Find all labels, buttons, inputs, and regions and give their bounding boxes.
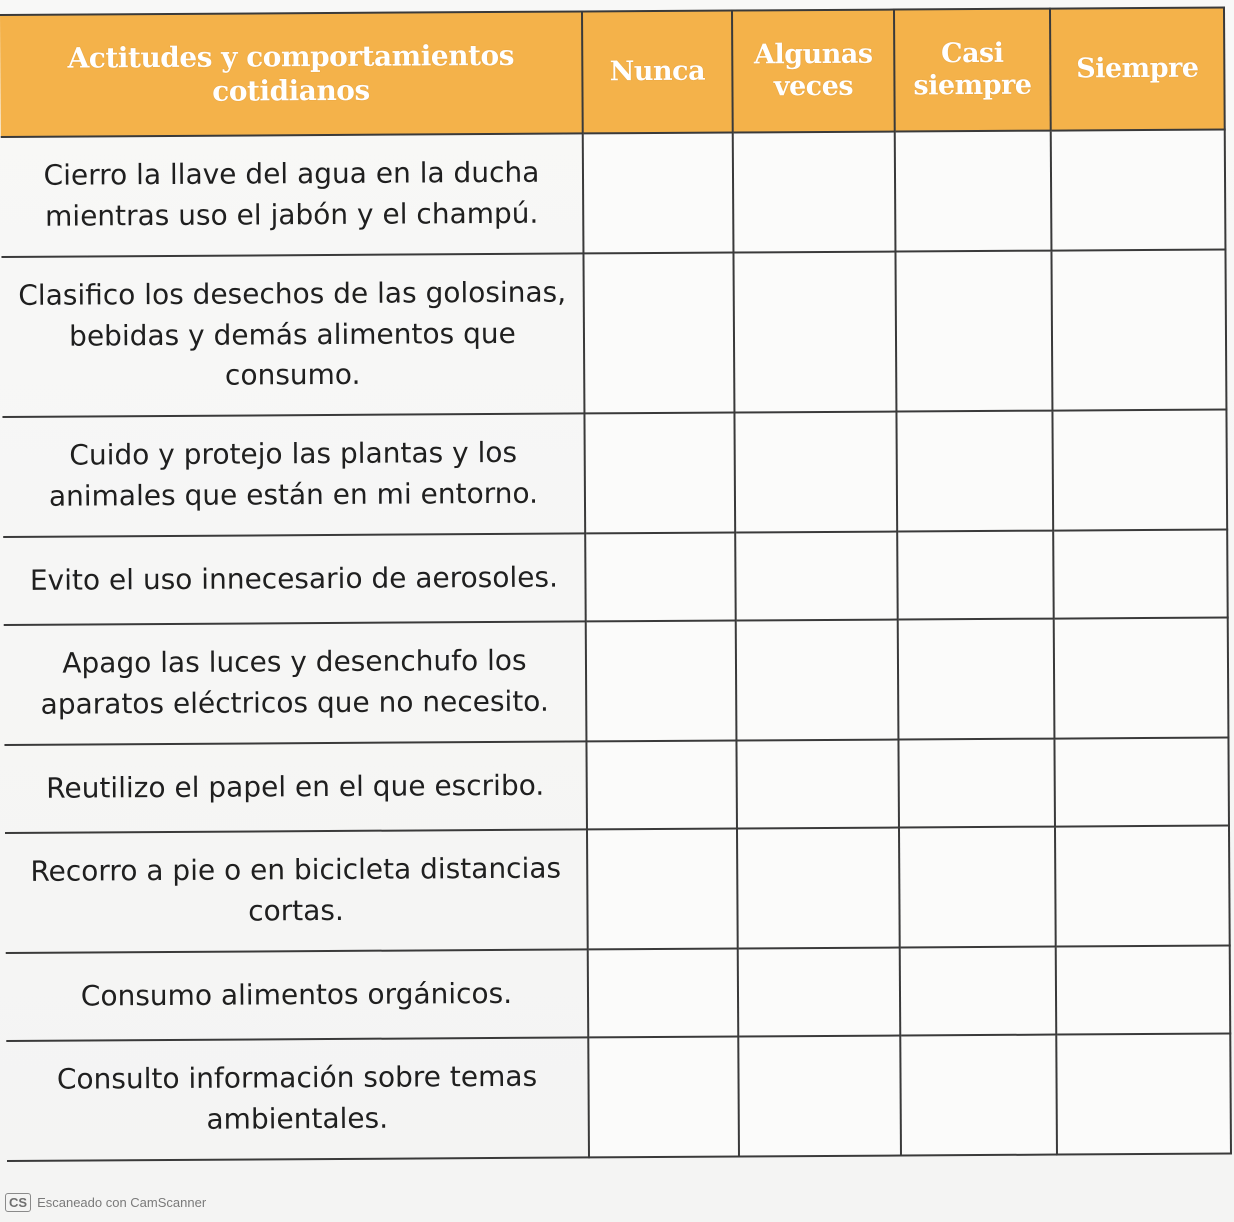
attitude-text: Cuido y protejo las plantas y los animales que están en mi entorno. xyxy=(2,413,585,537)
table-row xyxy=(1,130,1226,257)
table-row xyxy=(2,410,1227,537)
cell-almost-always[interactable] xyxy=(895,251,1052,412)
attitude-text: Apago las luces y desenchufo los aparatos eléctricos que no necesito. xyxy=(4,621,587,745)
cell-sometimes[interactable] xyxy=(733,132,896,253)
table-row xyxy=(1,250,1226,417)
cell-always[interactable] xyxy=(1055,826,1230,947)
cell-almost-always[interactable] xyxy=(895,131,1052,252)
cell-never[interactable] xyxy=(583,133,734,254)
cell-always[interactable] xyxy=(1053,530,1228,619)
cell-almost-always[interactable] xyxy=(899,827,1056,948)
header-always: Siempre xyxy=(1050,8,1225,131)
table-row xyxy=(4,618,1229,745)
cell-sometimes[interactable] xyxy=(738,948,901,1037)
cell-never[interactable] xyxy=(586,741,737,830)
cell-sometimes[interactable] xyxy=(734,412,897,533)
cell-sometimes[interactable] xyxy=(737,828,900,949)
cell-always[interactable] xyxy=(1056,946,1231,1035)
cell-always[interactable] xyxy=(1051,250,1226,411)
cell-almost-always[interactable] xyxy=(896,411,1053,532)
cell-almost-always[interactable] xyxy=(898,619,1055,740)
cell-never[interactable] xyxy=(587,829,738,950)
cell-sometimes[interactable] xyxy=(735,532,898,621)
cell-always[interactable] xyxy=(1054,618,1229,739)
table-header-row xyxy=(0,8,1225,137)
cell-never[interactable] xyxy=(586,621,737,742)
camscanner-logo-icon: CS xyxy=(5,1193,31,1212)
cell-sometimes[interactable] xyxy=(738,1036,901,1157)
watermark-text: Escaneado con CamScanner xyxy=(37,1195,207,1210)
attitude-text: Evito el uso innecesario de aerosoles. xyxy=(3,533,586,625)
cell-always[interactable] xyxy=(1051,130,1226,251)
cell-never[interactable] xyxy=(588,949,739,1038)
scanner-watermark xyxy=(5,1193,206,1212)
table-row xyxy=(3,530,1228,625)
header-almost-always: Casi siempre xyxy=(894,9,1051,132)
cell-almost-always[interactable] xyxy=(897,531,1054,620)
header-never: Nunca xyxy=(582,11,733,134)
attitude-text: Clasifico los desechos de las golosinas, bebidas y demás alimentos que consumo. xyxy=(1,253,584,417)
table-row xyxy=(4,738,1229,833)
attitude-text: Cierro la llave del agua en la ducha mientras uso el jabón y el champú. xyxy=(1,133,584,257)
cell-almost-always[interactable] xyxy=(900,1035,1057,1156)
attitudes-table xyxy=(0,7,1232,1162)
header-sometimes: Algunas veces xyxy=(732,10,895,133)
cell-always[interactable] xyxy=(1054,738,1229,827)
cell-always[interactable] xyxy=(1056,1034,1231,1155)
attitude-text: Consulto información sobre temas ambientales. xyxy=(6,1037,589,1161)
cell-always[interactable] xyxy=(1052,410,1227,531)
table-row xyxy=(6,1034,1231,1161)
attitude-text: Consumo alimentos orgánicos. xyxy=(6,949,589,1041)
header-attitudes: Actitudes y comportamientos cotidianos xyxy=(0,11,583,137)
cell-almost-always[interactable] xyxy=(900,947,1057,1036)
cell-almost-always[interactable] xyxy=(898,739,1055,828)
cell-sometimes[interactable] xyxy=(733,252,896,413)
cell-never[interactable] xyxy=(585,533,736,622)
cell-sometimes[interactable] xyxy=(736,620,899,741)
attitude-text: Reutilizo el papel en el que escribo. xyxy=(4,741,587,833)
cell-never[interactable] xyxy=(583,253,734,414)
table-row xyxy=(6,946,1231,1041)
cell-never[interactable] xyxy=(584,413,735,534)
cell-sometimes[interactable] xyxy=(736,740,899,829)
cell-never[interactable] xyxy=(588,1037,739,1158)
table-row xyxy=(5,826,1230,953)
attitude-text: Recorro a pie o en bicicleta distancias cortas. xyxy=(5,829,588,953)
